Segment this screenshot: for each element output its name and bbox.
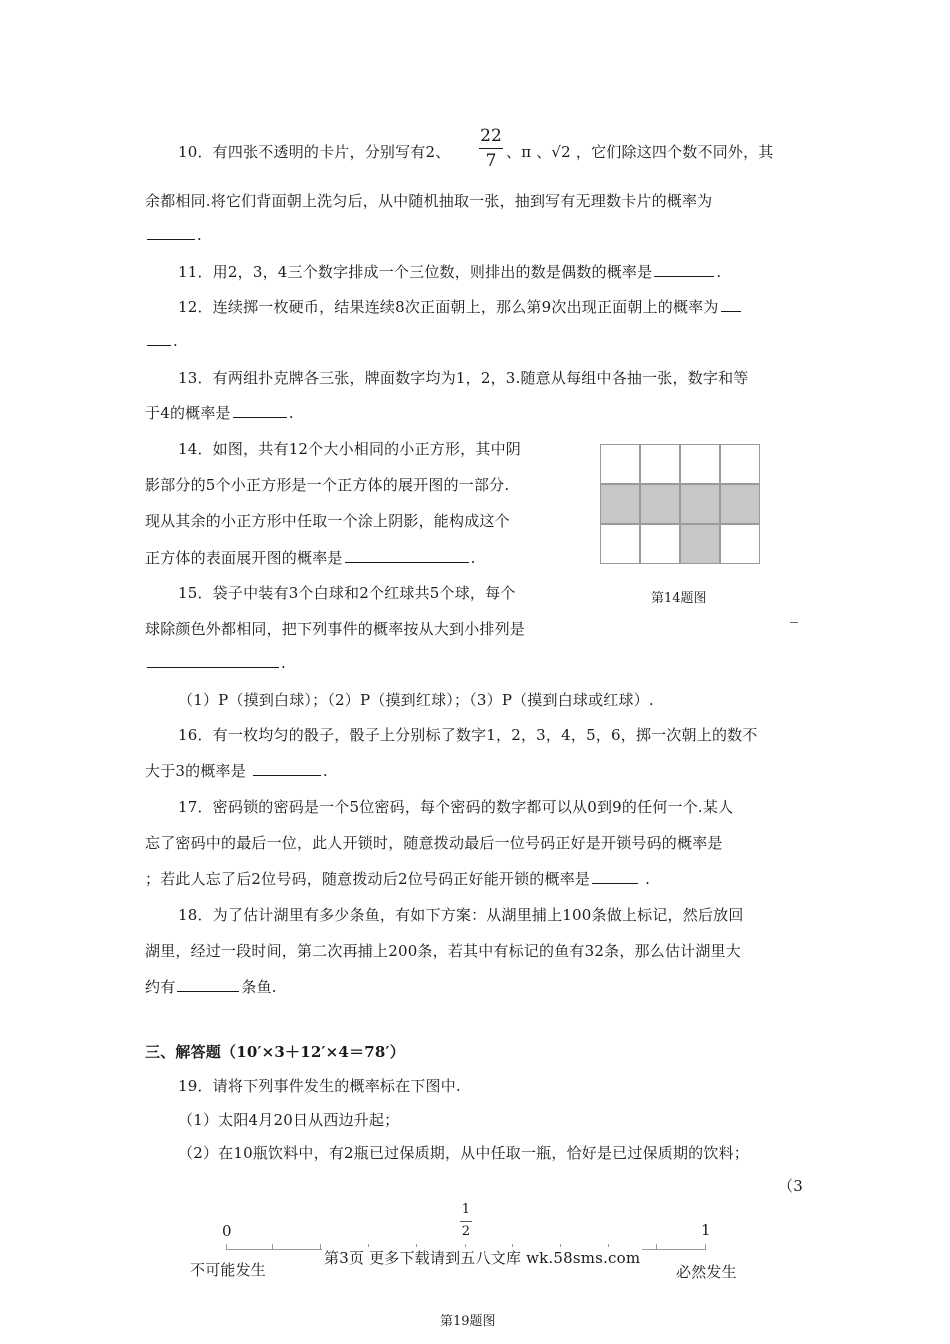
grid-cell-shaded [680, 524, 720, 564]
q13-period: . [288, 404, 294, 422]
q13-line1: 13．有两组扑克牌各三张，牌面数字均为1，2，3.随意从每组中各抽一张，数字和等 [178, 369, 749, 387]
q10-line1-prefix: 10．有四张不透明的卡片，分别写有2、 [178, 143, 451, 161]
q16-line2 [145, 760, 328, 781]
q17-period: . [645, 870, 651, 888]
q16-line1: 16．有一枚均匀的骰子，骰子上分别标了数字1，2，3，4，5，6，掷一次朝上的数不 [178, 726, 758, 744]
q12 [178, 296, 743, 317]
q15-answer-blank[interactable] [147, 666, 279, 668]
q12-text: 12．连续掷一枚硬币，结果连续8次正面朝上，那么第9次出现正面朝上的概率为 [178, 298, 719, 316]
grid-cell [720, 524, 760, 564]
q13-line2 [145, 402, 294, 423]
q14-caption: 第14题图 [651, 591, 707, 606]
q10-period: . [197, 226, 202, 244]
q12-answer-blank[interactable] [721, 310, 741, 312]
q12-period: . [173, 332, 178, 350]
q12-line2 [145, 332, 178, 350]
q15-line3 [145, 654, 286, 672]
q14-period: . [470, 549, 476, 567]
q10-frac-denominator: 7 [485, 151, 497, 171]
grid-cell [600, 444, 640, 484]
q19-item2: （2）在10瓶饮料中，有2瓶已过保质期，从中任取一瓶，恰好是已过保质期的饮料； [178, 1144, 749, 1162]
q14-line4 [145, 547, 476, 568]
q12-answer-blank-cont[interactable] [147, 344, 171, 346]
grid-cell [640, 444, 680, 484]
q11-text: 11．用2，3，4三个数字排成一个三位数，则排出的数是偶数的概率是 [178, 263, 653, 281]
q15-line1: 15．袋子中装有3个白球和2个红球共5个球，每个 [178, 584, 516, 602]
q18-answer-blank[interactable] [177, 990, 239, 992]
q17-line1: 17．密码锁的密码是一个5位密码，每个密码的数字都可以从0到9的任何一个.某人 [178, 798, 734, 816]
q14-answer-blank[interactable] [345, 561, 469, 563]
q10-line2: 余都相同.将它们背面朝上洗匀后，从中随机抽取一张，抽到写有无理数卡片的概率为 [145, 192, 713, 210]
section-title: 三、解答题（10′×3＋12′×4＝78′） [145, 1043, 405, 1061]
axis-tick [656, 1244, 657, 1250]
q18-line3 [145, 976, 277, 997]
q16-text: 大于3的概率是 [145, 762, 246, 780]
q19-item1: （1）太阳4月20日从西边升起； [178, 1111, 400, 1129]
q14-grid-figure [600, 444, 762, 566]
axis-label-half [460, 1202, 472, 1217]
q15-line2: 球除颜色外都相同，把下列事件的概率按从大到小排列是 [145, 620, 526, 638]
q13-text: 于4的概率是 [145, 404, 231, 422]
q18-text-b: 条鱼. [241, 978, 277, 996]
axis-tick [272, 1244, 273, 1250]
q18-text-a: 约有 [145, 978, 176, 996]
axis-tick [226, 1244, 227, 1250]
q15-stray-mark [790, 622, 798, 623]
axis-label-one: 1 [701, 1221, 711, 1239]
q16-answer-blank[interactable] [253, 774, 321, 776]
q11 [178, 261, 721, 282]
q17-answer-blank[interactable] [592, 882, 638, 884]
q10-line3 [145, 226, 202, 244]
grid-cell [720, 444, 760, 484]
axis-half-denominator: 2 [461, 1224, 471, 1239]
grid-cell [680, 444, 720, 484]
grid-cell-shaded [640, 484, 680, 524]
q18-line2: 湖里，经过一段时间，第二次再捕上200条，若其中有标记的鱼有32条，那么估计湖里大 [145, 942, 741, 960]
axis-tick [320, 1244, 321, 1250]
q17-line2: 忘了密码中的最后一位，此人开锁时，随意拨动最后一位号码正好是开锁号码的概率是 [145, 834, 723, 852]
q10-line1-mid: 、π 、√2 ，它们除这四个数不同外，其 [506, 143, 774, 161]
q10-answer-blank[interactable] [147, 238, 195, 240]
axis-tick [705, 1244, 706, 1250]
q17-line3 [145, 868, 650, 889]
q17-text: ；若此人忘了后2位号码，随意拨动后2位号码正好能开锁的概率是 [145, 870, 591, 888]
q10-fraction [478, 126, 504, 171]
axis-label-certain: 必然发生 [676, 1263, 737, 1281]
axis-half-bar [460, 1221, 472, 1222]
q14-line1: 14．如图，共有12个大小相同的小正方形，其中阴 [178, 440, 521, 458]
grid-cell-shaded [720, 484, 760, 524]
grid-cell-shaded [680, 484, 720, 524]
axis-label-half-den [460, 1224, 472, 1239]
grid-cell [600, 524, 640, 564]
q14-line3: 现从其余的小正方形中任取一个涂上阴影，能构成这个 [145, 512, 510, 530]
q15-period: . [281, 654, 286, 672]
q10-frac-numerator: 22 [480, 126, 502, 146]
q19-item3-start: （3 [778, 1177, 803, 1195]
q18-line1: 18．为了估计湖里有多少条鱼，有如下方案：从湖里捕上100条做上标记，然后放回 [178, 906, 744, 924]
grid-cell [640, 524, 680, 564]
q19-caption: 第19题图 [440, 1314, 496, 1329]
q15-items: （1）P（摸到白球）；（2）P（摸到红球）；（3）P（摸到白球或红球）. [178, 691, 654, 709]
q13-answer-blank[interactable] [233, 416, 287, 418]
q11-answer-blank[interactable] [654, 275, 714, 277]
q11-period: . [716, 263, 722, 281]
axis-half-numerator: 1 [461, 1202, 471, 1217]
axis-label-zero: 0 [222, 1222, 232, 1240]
footer-text: 第3页 更多下载请到五八文库 wk.58sms.com [324, 1249, 641, 1267]
q19-line1: 19．请将下列事件发生的概率标在下图中. [178, 1077, 461, 1095]
q16-period: . [322, 762, 328, 780]
axis-label-impossible: 不可能发生 [190, 1261, 267, 1279]
q14-line2: 影部分的5个小正方形是一个正方体的展开图的一部分. [145, 476, 510, 494]
grid-cell-shaded [600, 484, 640, 524]
q14-text: 正方体的表面展开图的概率是 [145, 549, 343, 567]
